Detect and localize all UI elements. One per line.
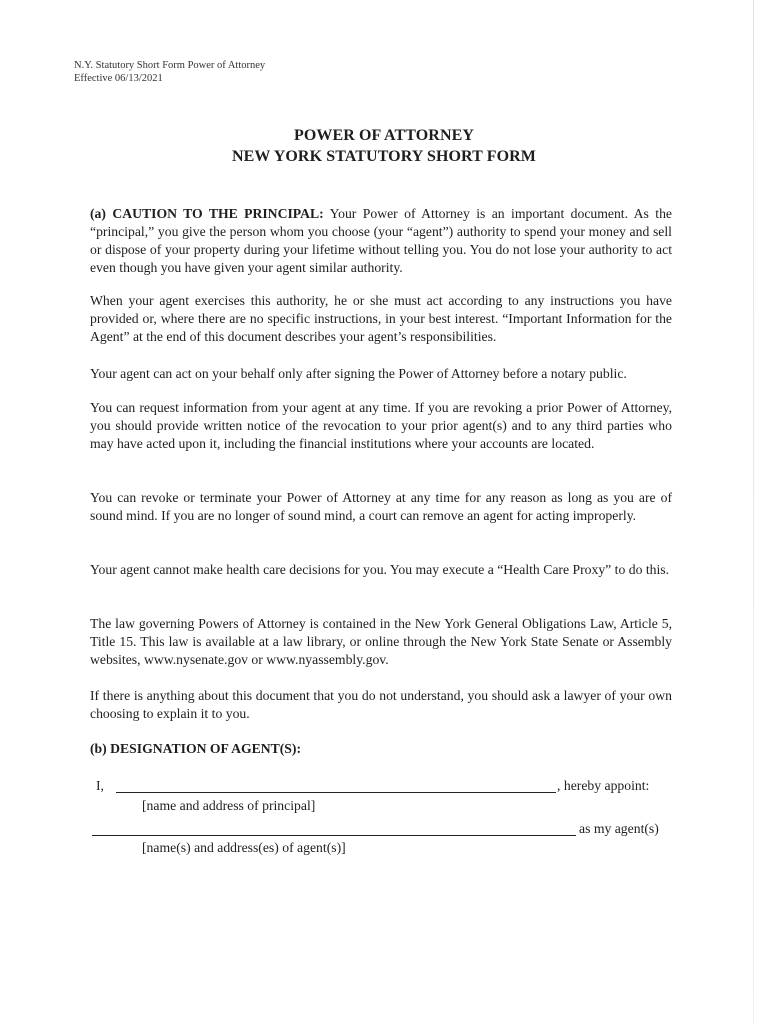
- paragraph-text: When your agent exercises this authority, he or she must act according to any instructions you have provided or, where there are no specific instructions, in your best interest. “Important Information for the Agent” at the end of this document describes your agent’s responsibilities.: [90, 293, 672, 344]
- form-header-note: [74, 59, 265, 85]
- caution-paragraph: [90, 205, 672, 277]
- paragraph-text: The law governing Powers of Attorney is contained in the New York General Obligations Law, Article 5, Title 15. This law is available at a law library, or online through the New York State Senate or Assembly websites, www.nysenate.gov or www.nyassembly.gov.: [90, 616, 672, 667]
- principal-name-field[interactable]: [116, 792, 556, 793]
- paragraph-text: Your agent can act on your behalf only after signing the Power of Attorney before a notary public.: [90, 366, 627, 381]
- agent-duties-paragraph: [90, 292, 672, 346]
- paragraph-text: You can request information from your agent at any time. If you are revoking a prior Power of Attorney, you should provide written notice of the revocation to your prior agent(s) and to any third parties who may have acted upon it, including the financial institutions where your accounts are located.: [90, 400, 672, 451]
- principal-prefix: I,: [96, 778, 104, 793]
- designation-heading: (b) DESIGNATION OF AGENT(S):: [90, 741, 302, 756]
- document-title: [0, 125, 768, 167]
- agent-suffix: as my agent(s): [579, 821, 659, 836]
- law-paragraph: [90, 615, 672, 669]
- paragraph-text: If there is anything about this document that you do not understand, you should ask a lawyer of your own choosing to explain it to you.: [90, 688, 672, 721]
- paragraph-text: You can revoke or terminate your Power of Attorney at any time for any reason as long as you are of sound mind. If you are no longer of sound mind, a court can remove an agent for acting improperly.: [90, 490, 672, 523]
- request-information-paragraph: [90, 399, 672, 453]
- agent-caption: [name(s) and address(es) of agent(s)]: [142, 840, 346, 855]
- health-care-paragraph: [90, 561, 672, 579]
- form-name-line: N.Y. Statutory Short Form Power of Attorney: [74, 60, 266, 71]
- caution-label: (a) CAUTION TO THE PRINCIPAL:: [90, 206, 324, 221]
- principal-caption: [name and address of principal]: [142, 798, 316, 813]
- notary-paragraph: [90, 365, 672, 383]
- agent-name-field[interactable]: [92, 835, 576, 836]
- principal-suffix: , hereby appoint:: [557, 778, 650, 793]
- title-line-1: POWER OF ATTORNEY: [293, 127, 475, 144]
- lawyer-paragraph: [90, 687, 672, 723]
- paragraph-text: Your agent cannot make health care decisions for you. You may execute a “Health Care Proxy” to do this.: [90, 562, 670, 577]
- caution-text: Your Power of Attorney is an important document. As the “principal,” you give the person whom you choose (your “agent”) authority to spend your money and sell or dispose of your property during your lifetime without telling you. You do not lose your authority to act even though you have given your agent similar authority.: [90, 206, 672, 275]
- effective-date-line: Effective 06/13/2021: [74, 73, 163, 84]
- title-line-2: NEW YORK STATUTORY SHORT FORM: [231, 148, 537, 165]
- revoke-paragraph: [90, 489, 672, 525]
